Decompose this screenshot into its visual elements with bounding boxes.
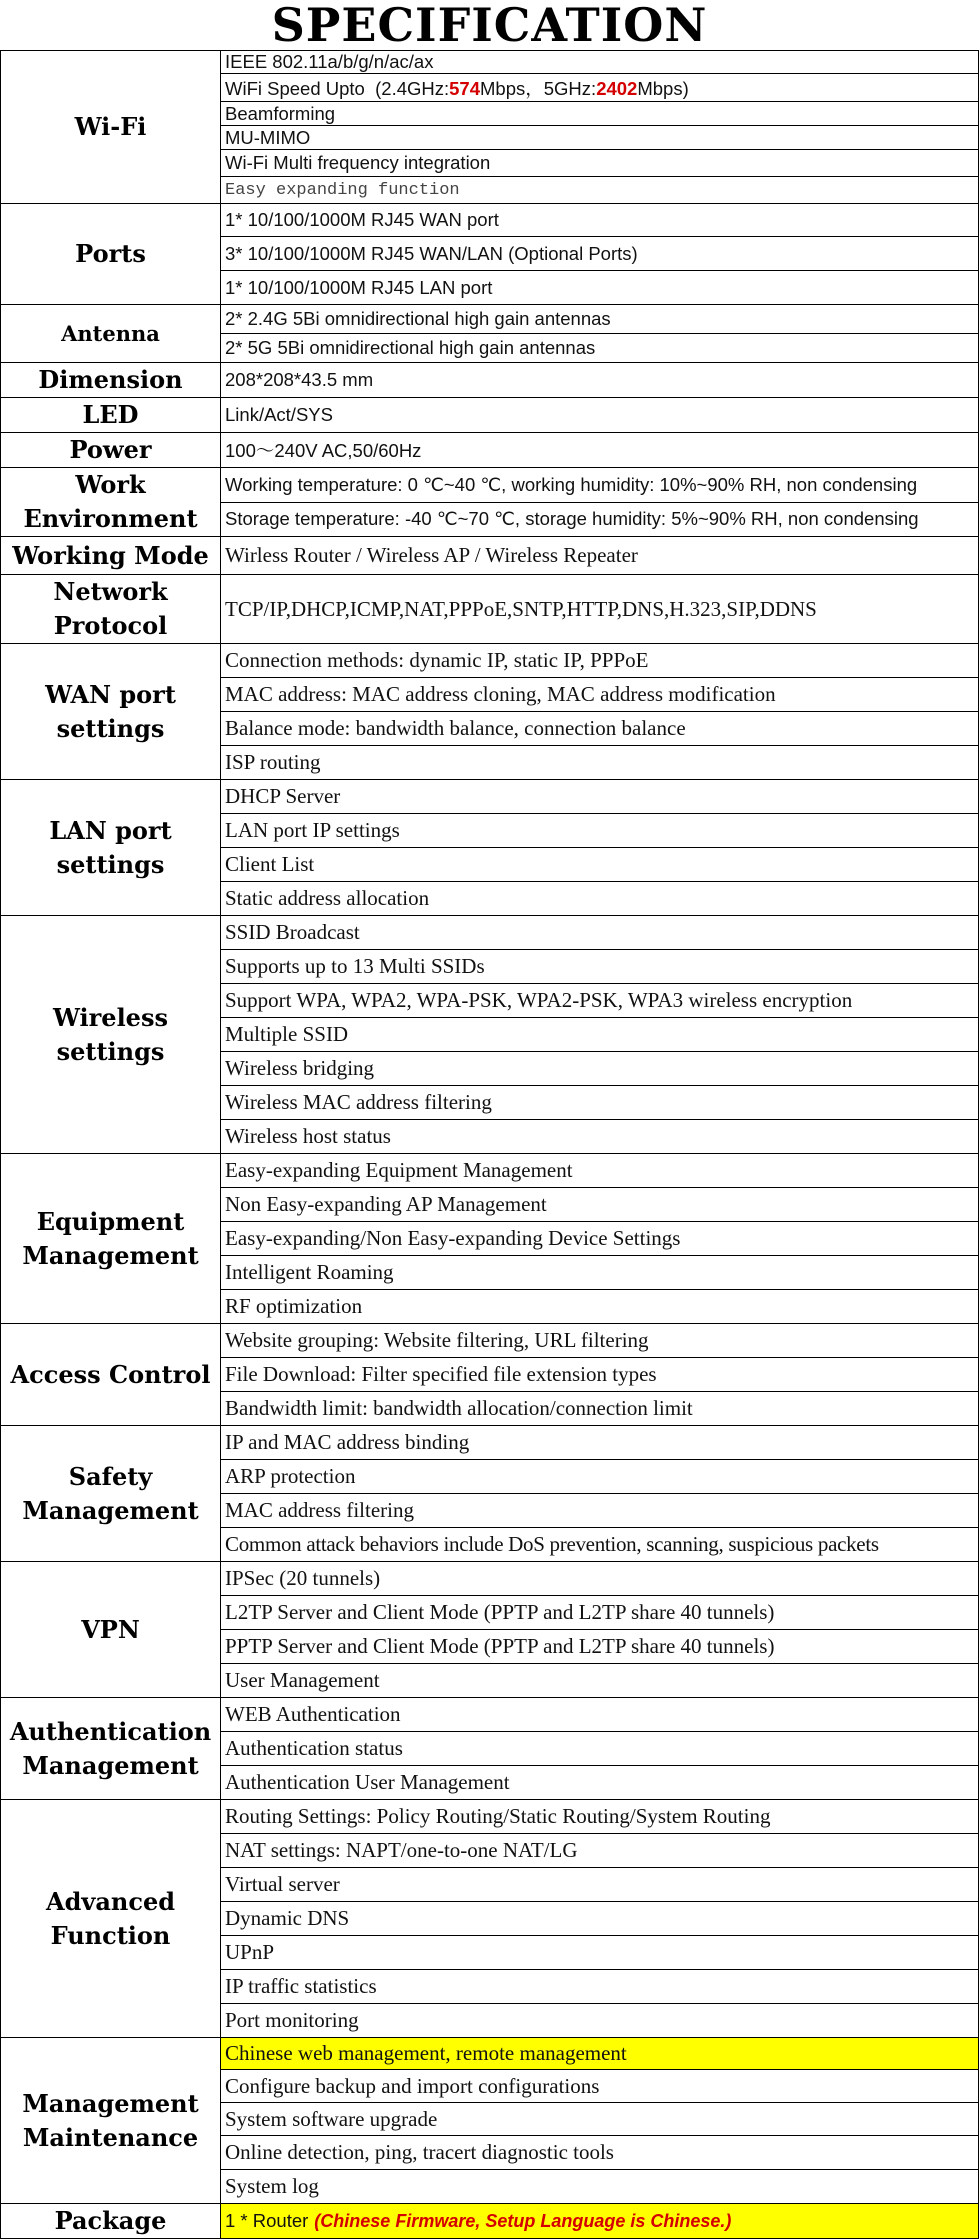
- package-value: [221, 2204, 979, 2239]
- spec-value: IP traffic statistics: [221, 1970, 979, 2004]
- spec-value: 1* 10/100/1000M RJ45 LAN port: [221, 271, 979, 305]
- page-title: SPECIFICATION: [271, 0, 708, 52]
- spec-value: Easy expanding function: [221, 177, 979, 204]
- row-label-equipment-management: Equipment Management: [1, 1154, 221, 1324]
- row-label-wan-settings: WAN port settings: [1, 644, 221, 780]
- spec-value: Connection methods: dynamic IP, static IP, PPPoE: [221, 644, 979, 678]
- spec-value: Virtual server: [221, 1868, 979, 1902]
- spec-value: Configure backup and import configurations: [221, 2070, 979, 2103]
- table-row: [1, 51, 979, 74]
- table-row: [1, 575, 979, 644]
- table-row: [1, 2038, 979, 2070]
- table-row: [1, 204, 979, 237]
- row-label-lan-settings: LAN port settings: [1, 780, 221, 916]
- spec-value-highlighted: Chinese web management, remote management: [221, 2038, 979, 2070]
- spec-value: 2* 2.4G 5Bi omnidirectional high gain antennas: [221, 305, 979, 334]
- spec-value: LAN port IP settings: [221, 814, 979, 848]
- spec-value: Storage temperature: -40 ℃~70 ℃, storage humidity: 5%~90% RH, non condensing: [221, 502, 979, 537]
- spec-value: Port monitoring: [221, 2004, 979, 2038]
- row-label-access-control: Access Control: [1, 1324, 221, 1426]
- spec-value: ARP protection: [221, 1460, 979, 1494]
- table-row: [1, 1154, 979, 1188]
- spec-value: Multiple SSID: [221, 1018, 979, 1052]
- spec-value: MU-MIMO: [221, 126, 979, 150]
- spec-value: RF optimization: [221, 1290, 979, 1324]
- spec-value: UPnP: [221, 1936, 979, 1970]
- spec-value: 3* 10/100/1000M RJ45 WAN/LAN (Optional Ports): [221, 237, 979, 271]
- spec-value: Wireless bridging: [221, 1052, 979, 1086]
- table-row: [1, 468, 979, 503]
- table-row: [1, 1800, 979, 1834]
- table-row: [1, 1324, 979, 1358]
- spec-value: Working temperature: 0 ℃~40 ℃, working humidity: 10%~90% RH, non condensing: [221, 468, 979, 503]
- spec-value: System software upgrade: [221, 2103, 979, 2136]
- spec-value: ISP routing: [221, 746, 979, 780]
- spec-value: 1* 10/100/1000M RJ45 WAN port: [221, 204, 979, 237]
- row-label-led: LED: [1, 398, 221, 433]
- row-label-ports: Ports: [1, 204, 221, 305]
- spec-value: Common attack behaviors include DoS prevention, scanning, suspicious packets: [221, 1528, 979, 1562]
- table-row: [1, 2204, 979, 2239]
- speed-prefix: WiFi Speed Upto (2.4GHz:: [225, 77, 450, 99]
- row-label-management-maintenance: Management Maintenance: [1, 2038, 221, 2204]
- spec-value: MAC address: MAC address cloning, MAC address modification: [221, 678, 979, 712]
- row-label-dimension: Dimension: [1, 363, 221, 398]
- spec-value: Dynamic DNS: [221, 1902, 979, 1936]
- spec-value: Intelligent Roaming: [221, 1256, 979, 1290]
- spec-value: Wirless Router / Wireless AP / Wireless Repeater: [221, 537, 979, 575]
- table-row: [1, 398, 979, 433]
- spec-value: L2TP Server and Client Mode (PPTP and L2TP share 40 tunnels): [221, 1596, 979, 1630]
- spec-value: Wi-Fi Multi frequency integration: [221, 150, 979, 177]
- spec-value: WEB Authentication: [221, 1698, 979, 1732]
- spec-value: Online detection, ping, tracert diagnostic tools: [221, 2136, 979, 2170]
- speed-5ghz: 2402: [596, 77, 638, 99]
- spec-value: DHCP Server: [221, 780, 979, 814]
- row-label-network-protocol: Network Protocol: [1, 575, 221, 644]
- spec-value: 208*208*43.5 mm: [221, 363, 979, 398]
- row-label-work-environment: Work Environment: [1, 468, 221, 537]
- spec-value: NAT settings: NAPT/one-to-one NAT/LG: [221, 1834, 979, 1868]
- table-row: [1, 1562, 979, 1596]
- spec-value: IPSec (20 tunnels): [221, 1562, 979, 1596]
- spec-value: Beamforming: [221, 102, 979, 126]
- speed-suffix: Mbps): [637, 77, 689, 99]
- spec-value: Routing Settings: Policy Routing/Static Routing/System Routing: [221, 1800, 979, 1834]
- spec-value: Authentication User Management: [221, 1766, 979, 1800]
- table-row: [1, 433, 979, 468]
- spec-value: Client List: [221, 848, 979, 882]
- spec-value: MAC address filtering: [221, 1494, 979, 1528]
- row-label-advanced-function: Advanced Function: [1, 1800, 221, 2038]
- spec-value: Non Easy-expanding AP Management: [221, 1188, 979, 1222]
- spec-value: PPTP Server and Client Mode (PPTP and L2TP share 40 tunnels): [221, 1630, 979, 1664]
- row-label-authentication-management: Authentication Management: [1, 1698, 221, 1800]
- table-row: [1, 305, 979, 334]
- spec-value: IEEE 802.11a/b/g/n/ac/ax: [221, 51, 979, 74]
- spec-value: Bandwidth limit: bandwidth allocation/connection limit: [221, 1392, 979, 1426]
- row-label-antenna: Antenna: [1, 305, 221, 363]
- spec-table: [0, 50, 979, 2239]
- spec-value: System log: [221, 2170, 979, 2204]
- row-label-working-mode: Working Mode: [1, 537, 221, 575]
- spec-value: Easy-expanding/Non Easy-expanding Device Settings: [221, 1222, 979, 1256]
- row-label-wifi: Wi-Fi: [1, 51, 221, 204]
- table-row: [1, 363, 979, 398]
- spec-value: File Download: Filter specified file extension types: [221, 1358, 979, 1392]
- table-row: [1, 916, 979, 950]
- package-note: (Chinese Firmware, Setup Language is Chinese.): [314, 2211, 732, 2231]
- spec-value: SSID Broadcast: [221, 916, 979, 950]
- spec-value: Static address allocation: [221, 882, 979, 916]
- table-row: [1, 644, 979, 678]
- row-label-safety-management: Safety Management: [1, 1426, 221, 1562]
- spec-value: Balance mode: bandwidth balance, connection balance: [221, 712, 979, 746]
- wifi-speed-value: [221, 74, 979, 102]
- table-row: [1, 537, 979, 575]
- table-row: [1, 780, 979, 814]
- spec-value: Authentication status: [221, 1732, 979, 1766]
- table-row: [1, 1426, 979, 1460]
- spec-value: IP and MAC address binding: [221, 1426, 979, 1460]
- row-label-power: Power: [1, 433, 221, 468]
- spec-value: 2* 5G 5Bi omnidirectional high gain antennas: [221, 334, 979, 363]
- spec-value: Wireless MAC address filtering: [221, 1086, 979, 1120]
- speed-mid: Mbps，5GHz:: [480, 77, 597, 99]
- spec-value: Link/Act/SYS: [221, 398, 979, 433]
- spec-value: 100～240V AC,50/60Hz: [221, 433, 979, 468]
- row-label-package: Package: [1, 2204, 221, 2239]
- table-row: [1, 1698, 979, 1732]
- row-label-wireless-settings: Wireless settings: [1, 916, 221, 1154]
- package-contents: 1 * Router: [225, 2210, 309, 2231]
- row-label-vpn: VPN: [1, 1562, 221, 1698]
- spec-value: Supports up to 13 Multi SSIDs: [221, 950, 979, 984]
- spec-value: Website grouping: Website filtering, URL filtering: [221, 1324, 979, 1358]
- speed-24ghz: 574: [449, 77, 481, 99]
- spec-value: Support WPA, WPA2, WPA-PSK, WPA2-PSK, WPA3 wireless encryption: [221, 984, 979, 1018]
- spec-value: Wireless host status: [221, 1120, 979, 1154]
- spec-value: User Management: [221, 1664, 979, 1698]
- spec-value: TCP/IP,DHCP,ICMP,NAT,PPPoE,SNTP,HTTP,DNS,H.323,SIP,DDNS: [221, 575, 979, 644]
- spec-value: Easy-expanding Equipment Management: [221, 1154, 979, 1188]
